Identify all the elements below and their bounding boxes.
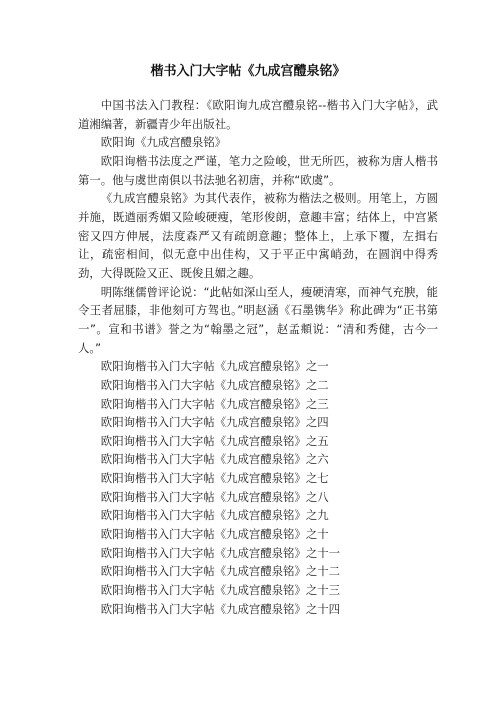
toc-item-5[interactable]: 欧阳询楷书入门大字帖《九成宫醴泉铭》之五	[100, 433, 329, 448]
toc-item-2[interactable]: 欧阳询楷书入门大字帖《九成宫醴泉铭》之二	[100, 377, 329, 392]
document-body	[78, 96, 438, 618]
toc-item-13[interactable]: 欧阳询楷书入门大字帖《九成宫醴泉铭》之十三	[100, 583, 341, 598]
author-paragraph: 欧阳询楷书法度之严谨，笔力之险峻，世无所匹，被称为唐人楷书第一。他与虞世南俱以书法驰名初唐，并称“欧虞”。	[78, 153, 438, 187]
toc-item-3[interactable]: 欧阳询楷书入门大字帖《九成宫醴泉铭》之三	[100, 396, 329, 411]
toc-item-8[interactable]: 欧阳询楷书入门大字帖《九成宫醴泉铭》之八	[100, 489, 329, 504]
toc-item-4[interactable]: 欧阳询楷书入门大字帖《九成宫醴泉铭》之四	[100, 415, 329, 430]
commentary-paragraph: 明陈继儒曾评论说：“此帖如深山至人，瘦硬清寒，而神气充腴，能令王者屈膝，非他刻可方驾也。”明赵涵《石墨镌华》称此碑为“正书第一”。宣和书谱》誉之为“翰墨之冠”，赵孟頫说：“清和秀健，古今一人。”	[78, 284, 438, 355]
toc-item-7[interactable]: 欧阳询楷书入门大字帖《九成宫醴泉铭》之七	[100, 471, 329, 486]
section-heading: 欧阳询《九成宫醴泉铭》	[100, 135, 227, 150]
toc-item-6[interactable]: 欧阳询楷书入门大字帖《九成宫醴泉铭》之六	[100, 452, 329, 467]
intro-paragraph: 中国书法入门教程：《欧阳询九成宫醴泉铭--楷书入门大字帖》，武道湘编著，新疆青少年出版社。	[78, 98, 438, 131]
toc-item-12[interactable]: 欧阳询楷书入门大字帖《九成宫醴泉铭》之十二	[100, 564, 341, 579]
toc-item-9[interactable]: 欧阳询楷书入门大字帖《九成宫醴泉铭》之九	[100, 508, 329, 523]
toc-list	[78, 357, 438, 618]
toc-item-14[interactable]: 欧阳询楷书入门大字帖《九成宫醴泉铭》之十四	[100, 601, 341, 616]
page-title: 楷书入门大字帖《九成宫醴泉铭》	[150, 64, 346, 79]
description-paragraph: 《九成宫醴泉铭》为其代表作，被称为楷法之极则。用笔上，方圆并施，既遒丽秀媚又险峻硬瘦，笔形俊朗，意趣丰富；结体上，中宫紧密又四方伸展，法度森严又有疏朗意趣；整体上，上承下覆，左揖右让，疏密相间，似无意中出佳构，又于平正中寓峭劲，在圆润中得秀劲，大得既险又正、既俊且媚之趣。	[78, 191, 438, 280]
toc-item-10[interactable]: 欧阳询楷书入门大字帖《九成宫醴泉铭》之十	[100, 527, 329, 542]
toc-item-11[interactable]: 欧阳询楷书入门大字帖《九成宫醴泉铭》之十一	[100, 545, 341, 560]
toc-item-1[interactable]: 欧阳询楷书入门大字帖《九成宫醴泉铭》之一	[100, 359, 329, 374]
